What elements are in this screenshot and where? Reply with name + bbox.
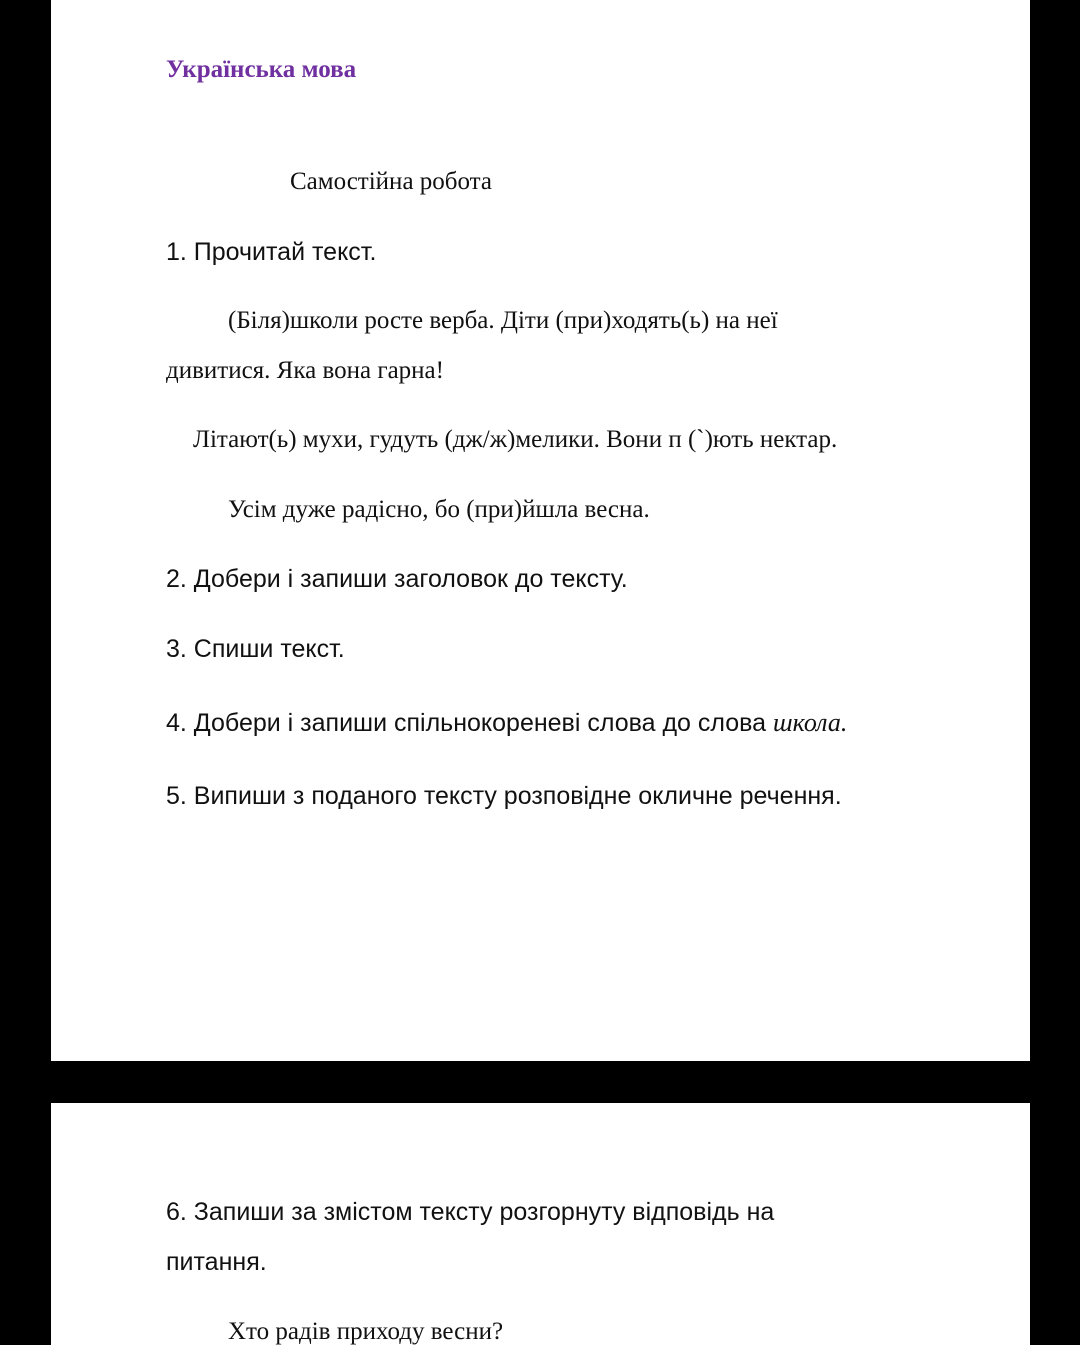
task-1: 1. Прочитай текст. xyxy=(166,238,377,266)
task-4 xyxy=(166,708,847,738)
task-3: 3. Спиши текст. xyxy=(166,635,345,663)
document-page-1 xyxy=(51,0,1030,1061)
task-2: 2. Добери і запиши заголовок до тексту. xyxy=(166,565,628,593)
text-line-1: (Біля)школи росте верба. Діти (при)ходять(ь) на неї xyxy=(228,307,778,334)
question-line: Хто радів приходу весни? xyxy=(228,1318,504,1345)
document-page-2 xyxy=(51,1103,1030,1345)
work-title: Самостійна робота xyxy=(290,168,493,195)
task-4-suffix: . xyxy=(840,708,848,737)
task-6-line-2: питання. xyxy=(166,1248,267,1276)
text-line-3: Літают(ь) мухи, гудуть (дж/ж)мелики. Вони п (`)ють нектар. xyxy=(193,426,838,453)
text-line-4: Усім дуже радісно, бо (при)йшла весна. xyxy=(228,496,650,523)
task-6-line-1: 6. Запиши за змістом тексту розгорнуту відповідь на xyxy=(166,1198,775,1226)
task-4-word: школа xyxy=(773,708,841,737)
task-4-prefix: 4. Добери і запиши спільнокореневі слова до слова xyxy=(166,709,774,737)
subject-heading: Українська мова xyxy=(166,56,357,83)
text-line-2: дивитися. Яка вона гарна! xyxy=(166,357,444,384)
task-5: 5. Випиши з поданого тексту розповідне окличне речення. xyxy=(166,782,842,810)
